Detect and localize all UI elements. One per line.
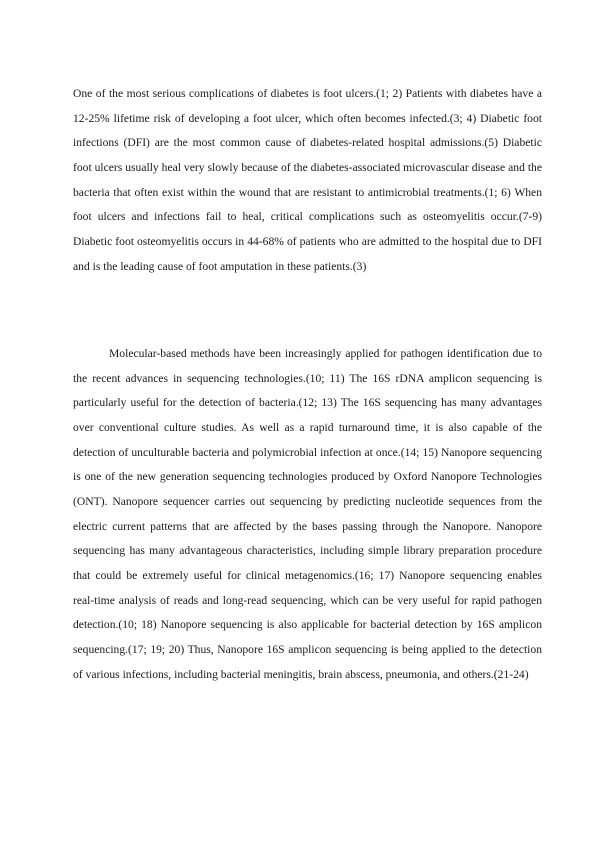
body-paragraph-2: Molecular-based methods have been increasingly applied for pathogen identification due to the recent advances in sequencing technologies.(10; 11) The 16S rDNA amplicon sequencing is particularly useful for the detection of bacteria.(12; 13) The 16S sequencing has many advantages over conventional culture studies. As well as a rapid turnaround time, it is also capable of the detection of unculturable bacteria and polymicrobial infection at once.(14; 15) Nanopore sequencing is one of the new generation sequencing technologies produced by Oxford Nanopore Technologies (ONT). Nanopore sequencer carries out sequencing by predicting nucleotide sequences from the electric current patterns that are affected by the bases passing through the Nanopore. Nanopore sequencing has many advantageous characteristics, including simple library preparation procedure that could be extremely useful for clinical metagenomics.(16; 17) Nanopore sequencing enables real-time analysis of reads and long-read sequencing, which can be very useful for rapid pathogen detection.(10; 18) Nanopore sequencing is also applicable for bacterial detection by 16S amplicon sequencing.(17; 19; 20) Thus, Nanopore 16S amplicon sequencing is being applied to the detection of various infections, including bacterial meningitis, brain abscess, pneumonia, and others.(21-24) [73, 347, 542, 681]
body-paragraph-1: One of the most serious complications of diabetes is foot ulcers.(1; 2) Patients with diabetes have a 12-25% lifetime risk of developing a foot ulcer, which often becomes infected.(3; 4) Diabetic foot infections (DFI) are the most common cause of diabetes-related hospital admissions.(5) Diabetic foot ulcers usually heal very slowly because of the diabetes-associated microvascular disease and the bacteria that often exist within the wound that are resistant to antimicrobial treatments.(1; 6) When foot ulcers and infections fail to heal, critical complications such as osteomyelitis occur.(7-9) Diabetic foot osteomyelitis occurs in 44-68% of patients who are admitted to the hospital due to DFI and is the leading cause of foot amputation in these patients.(3) [73, 87, 542, 273]
